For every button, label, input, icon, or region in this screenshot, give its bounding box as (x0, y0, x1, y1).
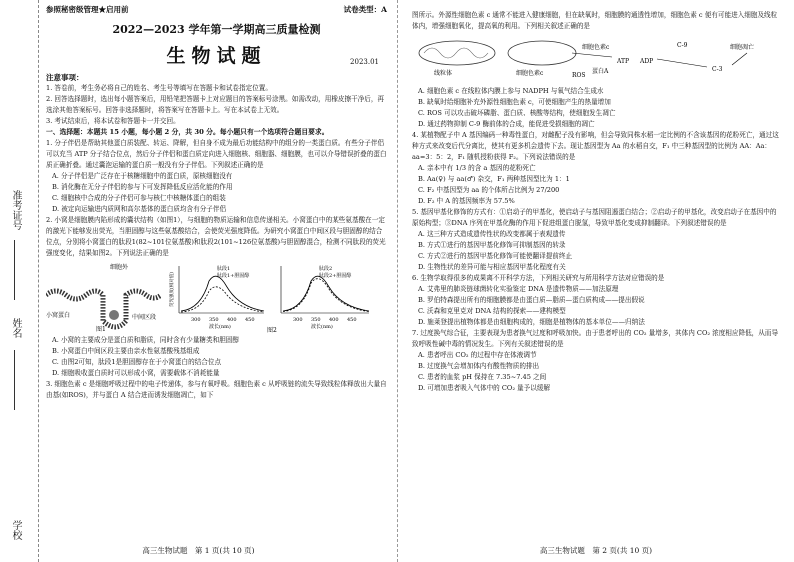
arrow (657, 59, 707, 67)
q6-option-a: A. 艾弗里的肺炎链球菌转化实验鉴定 DNA 是遗传物质——加法原理 (418, 285, 619, 293)
membrane-bilayer (46, 291, 161, 327)
figure-1-caption: 图1 (96, 326, 106, 333)
mitochondrion-shape (508, 41, 576, 65)
tick-350: 350 (311, 317, 321, 323)
q3-option-a: A. 细胞色素 c 在线粒体内膜上参与 NADPH 与氧气结合生成水 (418, 87, 604, 95)
figure-2-caption: 图2 (267, 327, 277, 333)
tick-450: 450 (245, 317, 255, 323)
peptide1-cholesterol-curve (181, 287, 264, 312)
q6-option-d: D. 施莱登提出植物体都是由细胞构成的，细胞是植物体的基本单位——归纳法 (418, 318, 645, 326)
q2-figures (46, 261, 387, 333)
q4-option-b: B. Aa(♀) 与 aa(♂) 杂交，F₁ 两种基因型比为 1：1 (418, 175, 570, 183)
c9-label: C-9 (677, 42, 688, 49)
header-bar (46, 4, 387, 15)
notice-item: 1. 答卷前，考生务必将自己的姓名、考生号等填写在答题卡和试卷指定位置。 (46, 84, 272, 92)
peptide2-curve (283, 276, 369, 311)
mitochondrion-shape (419, 41, 495, 65)
chart-b (281, 265, 369, 330)
page-2-footer: 高三生物试题 第 2 页(共 10 页) (539, 546, 653, 555)
q4-option-d: D. F₂ 中 A 的基因频率为 57.5% (418, 197, 515, 205)
cristae (424, 48, 488, 58)
tick-450: 450 (347, 317, 357, 323)
question-2-stem: 2. 小窝是细胞膜内陷形成的囊状结构（如图1），与细胞的物质运输和信息传递相关。小窝蛋白中的某些氨基酸在一定的激光下能够发出荧光，当胆固醇与这些氨基酸结合，会使荧光强度降低。为研究小窝蛋白中间区段与胆固醇的结合位点，分别将小窝蛋白的肽段1(82~101位氨基酸)和肽段2(101~126位氨基酸)与胆固醇混合，检测不同肽段的荧光强度变化，结果如图2。下列说法正确的是 (46, 216, 386, 257)
c3-label: C-3 (712, 66, 723, 73)
q2-option-d: D. 细胞吸收蛋白质时可以形成小窝，需要载体不消耗能量 (52, 369, 220, 377)
question-1-stem: 1. 分子伴侣是帮助其他蛋白质装配、转运、降解，但自身不成为最后功能结构中的组分的一类蛋白质。有些分子伴侣可以充当 ATP 分子结合位点，然后分子伴侣和蛋白质定向进入细胞核、细胞器、细胞膜，也可以介导错误折叠的蛋白质正确折叠。通过囊泡运输的蛋白质一般没有分子伴侣。下列叙述正确的是 (46, 139, 387, 169)
q5-option-d: D. 生物性状的差异可能与相应基因甲基化程度有关 (418, 263, 566, 271)
question-7-stem: 7. 过度换气综合征，主要表现为患者换气过度和呼吸加快。由于患者呼出的 CO₂ 量增多，其体内 CO₂ 浓度相应降低，从而导致呼吸性碱中毒的情况发生。下列有关叙述错误的是 (412, 329, 779, 348)
q2-option-a: A. 小窝的主要成分是蛋白质和脂质，同时含有少量糖类和胆固醇 (52, 336, 239, 344)
peptide1-curve (181, 276, 264, 311)
page-1-footer: 高三生物试题 第 1 页(共 10 页) (142, 546, 255, 555)
q7-option-d: D. 可增加患者吸入气体中的 CO₂ 量予以缓解 (418, 384, 551, 392)
arrow (732, 53, 747, 65)
question-5-stem: 5. 基因甲基化修饰的方式有：①启动子的甲基化，使启动子与基因阻遏蛋白结合；②启动子的甲基化，改变启动子在基因中的原始构型；③DNA 序列在甲基化酶的作用下促进组蛋白脱氢，导致甲基化变成抑制翻译。下列叙述错误的是 (412, 208, 777, 227)
arrow (572, 53, 612, 57)
question-3-continued: 图所示。外源性细胞色素 c 通常不能进入健康细胞，但在缺氧时，细胞膜的通透性增加，细胞色素 c 便有可能进入细胞及线粒体内，增强细胞氧化，提高氧的利用。下列相关叙述正确的是 (412, 11, 778, 30)
question-4-stem: 4. 某植物配子中 A 基因编码一种毒性蛋白，对雌配子没有影响，但会导致同株水稻一定比例的不含该基因的花粉死亡，通过这种方式来改变后代分离比，使其有更多机会遗传下去。现让基因型为 Aa 的水稻自交，F₁ 中三种基因型的比例为 AA：Aa：aa=3：5：2，F₁ 随机授粉获得 F₂。下列说法错误的是 (412, 131, 779, 161)
subject-title (46, 41, 387, 68)
legend-a1: 肽段1 (217, 266, 231, 272)
q6-option-b: B. 罗伯特森提出所有的细胞膜都是由蛋白质—脂质—蛋白质构成——提出假说 (418, 296, 645, 304)
tick-400: 400 (329, 317, 339, 323)
notice-item: 2. 回答选择题时，选出每小题答案后，用铅笔把答题卡上对应题目的答案标号涂黑。如需改动，用橡皮擦干净后，再选涂其他答案标号。回答非选择题时，将答案写在答题卡上。写在本试卷上无效。 (46, 95, 385, 114)
exam-date: 2023.01 (350, 58, 379, 66)
q1-option-b: B. 消化酶在无分子伴侣的参与下可发挥降低反应活化能的作用 (52, 183, 233, 191)
x-axis-label: 波长(nm) (209, 324, 231, 330)
protein-a-label: 蛋白A (592, 68, 609, 75)
q4-option-a: A. 亲本中有 1/3 的含 a 基因的花粉死亡 (418, 164, 536, 172)
page-2 (397, 0, 794, 562)
tick-300: 300 (293, 317, 303, 323)
tick-350: 350 (209, 317, 219, 323)
ros-label: ROS (572, 72, 586, 79)
legend-b1: 肽段2 (319, 266, 333, 272)
cell-exterior-label: 细胞外 (110, 264, 129, 271)
apoptosis-label: 细胞凋亡 (730, 44, 755, 51)
subject-text: 生物试题 (166, 45, 267, 67)
q7-option-a: A. 患者呼出 CO₂ 的过程中存在体液调节 (418, 351, 537, 359)
tick-300: 300 (191, 317, 201, 323)
q3-option-d: D. 通过药物抑制 C-9 酶前体的合成，能促进受损细胞的凋亡 (418, 120, 595, 128)
q5-option-a: A. 这三种方式造成遗传性状的改变都属于表观遗传 (418, 230, 566, 238)
name-label: 姓名 (10, 318, 21, 338)
apoptosis-pathway-diagram (412, 35, 772, 79)
exam-id-label: 准考证号 (10, 190, 21, 230)
q3-option-b: B. 缺氧时给细胞补充外源性细胞色素 c，可使细胞产生的热量增加 (418, 98, 611, 106)
y-axis-label: 荧光强度(相对值) (170, 271, 175, 307)
section-heading: 一、选择题：本题共 15 小题，每小题 2 分，共 30 分。每小题只有一个选项符合题目要求。 (46, 128, 329, 136)
chart-a (179, 265, 264, 330)
q3-option-c: C. ROS 可以攻击破坏磷脂、蛋白质、核酸等结构，使细胞发生凋亡 (418, 109, 616, 117)
q2-option-b: B. 小窝蛋白中间区段主要由亲水性氨基酸残基组成 (52, 347, 200, 355)
secret-level: 参照秘密级管理★启用前 (46, 5, 129, 14)
adp-label: ADP (640, 58, 654, 65)
question-6-stem: 6. 生物学取得很多的成果离不开科学方法，下列相关研究与所用科学方法对应错误的是 (412, 274, 665, 282)
notice-heading: 注意事项： (46, 73, 84, 82)
exam-title: 2022—2023 学年第一学期高三质量检测 (112, 23, 321, 36)
atp-label: ATP (617, 58, 630, 65)
q6-option-c: C. 沃森和克里克对 DNA 结构的探索——建构模型 (418, 307, 566, 315)
q7-option-c: C. 患者的血浆 pH 保持在 7.35~7.45 之间 (418, 373, 547, 381)
q1-option-d: D. 被定向运输进内质网和高尔基体的蛋白质均含有分子伴侣 (52, 205, 227, 213)
question-3-stem: 3. 细胞色素 c 是细胞呼吸过程中的电子传递体，参与有氧呼吸。细胞色素 c 从呼吸链的流失导致线粒体释放出大量自由基(如ROS)，并与蛋白 A 结合进而诱发细胞凋亡，如下 (46, 380, 387, 399)
mitochondria-label: 线粒体 (434, 70, 453, 77)
figure-1-caveolae (46, 261, 161, 333)
figure-2-fluorescence (169, 261, 379, 333)
paper-type: 试卷类型：A (343, 5, 387, 14)
q5-option-c: C. 方式②进行的基因甲基化修饰可能使翻译提前终止 (418, 252, 573, 260)
q1-option-a: A. 分子伴侣是广泛存在于核糖细胞中的蛋白质，原核细胞没有 (52, 172, 233, 180)
q1-option-c: C. 细胞核中合成的分子伴侣可参与核仁中核糖体蛋白的组装 (52, 194, 226, 202)
cytc-label: 细胞色素c (516, 70, 544, 77)
tick-400: 400 (227, 317, 237, 323)
q5-option-b: B. 方式①进行的基因甲基化修饰可抑制基因的转录 (418, 241, 566, 249)
school-label: 学校 (10, 520, 21, 540)
middle-segment-label: 中间区段 (132, 314, 157, 321)
q4-option-c: C. F₂ 中基因型为 aa 的个体所占比例为 27/200 (418, 186, 560, 194)
q2-option-c: C. 由图2可知，肽段1是胆固醇存在于小窝蛋白的结合位点 (52, 358, 222, 366)
legend-a2: 肽段1+胆固醇 (217, 273, 250, 279)
x-axis-label: 波长(nm) (311, 324, 333, 330)
q7-option-b: B. 过度换气会增加体内有酸性物质的排出 (418, 362, 540, 370)
notice-item: 3. 考试结束后，将本试卷和答题卡一并交回。 (46, 117, 180, 125)
cytc-released-label: 细胞色素c (582, 44, 610, 51)
legend-b2: 肽段2+胆固醇 (319, 273, 352, 279)
caveolin-protein (109, 310, 119, 320)
caveolin-label: 小窝蛋白 (46, 312, 71, 319)
